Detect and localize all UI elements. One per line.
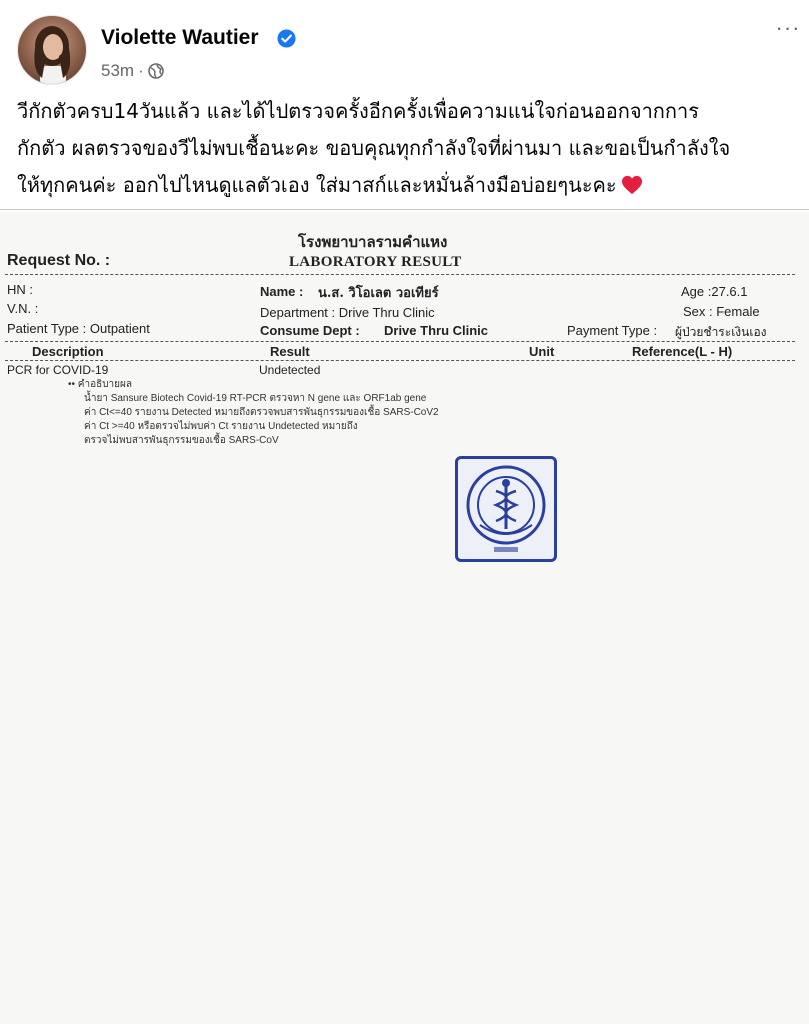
sex: Sex : Female <box>683 304 760 319</box>
test-name: PCR for COVID-19 <box>7 363 109 377</box>
test-result: Undetected <box>259 363 321 377</box>
more-options-icon[interactable]: ··· <box>775 15 801 40</box>
heart-icon <box>621 175 643 195</box>
interpretation-line: ตรวจไม่พบสารพันธุกรรมของเชื้อ SARS-CoV <box>84 435 279 446</box>
hospital-seal-icon <box>458 459 554 559</box>
col-description: Description <box>32 344 104 359</box>
post-text-line: วีกักตัวครบ14วันแล้ว และได้ไปตรวจครั้งอีกครั้งเพื่อความแน่ใจก่อนออกจากการ <box>17 99 700 123</box>
post-header <box>0 0 809 90</box>
interpretation-line: น้ำยา Sansure Biotech Covid-19 RT-PCR ตรวจหา N gene และ ORF1ab gene <box>84 393 427 404</box>
avatar[interactable] <box>17 15 87 85</box>
post-divider <box>0 209 809 210</box>
payment-type-value: ผู้ป่วยชำระเงินเอง <box>675 325 767 339</box>
hospital-name: โรงพยาบาลรามคำแหง <box>298 233 448 251</box>
result-interpretation <box>68 378 439 448</box>
patient-name: น.ส. วิโอเลต วอเทียร์ <box>318 286 439 301</box>
avatar-photo-icon <box>18 16 86 84</box>
consume-dept-value: Drive Thru Clinic <box>384 323 489 338</box>
hospital-stamp <box>455 456 557 562</box>
consume-dept-label: Consume Dept : <box>260 323 360 338</box>
interpretation-line: ค่า Ct >=40 หรือตรวจไม่พบค่า Ct รายงาน Undetected หมายถึง <box>84 421 358 432</box>
post-text <box>17 93 802 204</box>
age: Age :27.6.1 <box>681 284 748 299</box>
interpretation-line: •• คำอธิบายผล <box>68 379 133 390</box>
col-reference: Reference(L - H) <box>632 344 733 359</box>
patient-type: Patient Type : Outpatient <box>7 321 150 336</box>
department: Department : Drive Thru Clinic <box>260 305 435 320</box>
post-time[interactable]: 53m <box>101 61 135 80</box>
interpretation-line: ค่า Ct<=40 รายงาน Detected หมายถึงตรวจพบสารพันธุกรรมของเชื้อ SARS-CoV2 <box>84 407 439 418</box>
col-result: Result <box>270 344 310 359</box>
hn-label: HN : <box>7 282 33 297</box>
name-label: Name : <box>260 284 304 299</box>
post-text-line <box>17 167 802 204</box>
post-meta <box>101 61 164 81</box>
post-text-line-content: ให้ทุกคนค่ะ ออกไปไหนดูแลตัวเอง ใส่มาสก์และหมั่นล้างมือบ่อยๆนะคะ <box>17 173 617 197</box>
verified-badge-icon <box>277 29 296 48</box>
vn-label: V.N. : <box>7 301 39 316</box>
dashed-divider <box>5 341 795 342</box>
meta-separator: · <box>138 61 144 80</box>
dashed-divider <box>5 360 795 361</box>
report-title: LABORATORY RESULT <box>289 254 462 270</box>
lab-report-photo[interactable] <box>0 212 809 1024</box>
author-name[interactable]: Violette Wautier <box>101 26 259 49</box>
payment-type-label: Payment Type : <box>567 323 658 338</box>
col-unit: Unit <box>529 344 555 359</box>
dashed-divider <box>5 274 795 275</box>
post-text-line: กักตัว ผลตรวจของวีไม่พบเชื้อนะคะ ขอบคุณทุกกำลังใจที่ผ่านมา และขอเป็นกำลังใจ <box>17 136 731 160</box>
globe-icon[interactable] <box>148 63 164 79</box>
request-no-label: Request No. : <box>7 252 111 269</box>
